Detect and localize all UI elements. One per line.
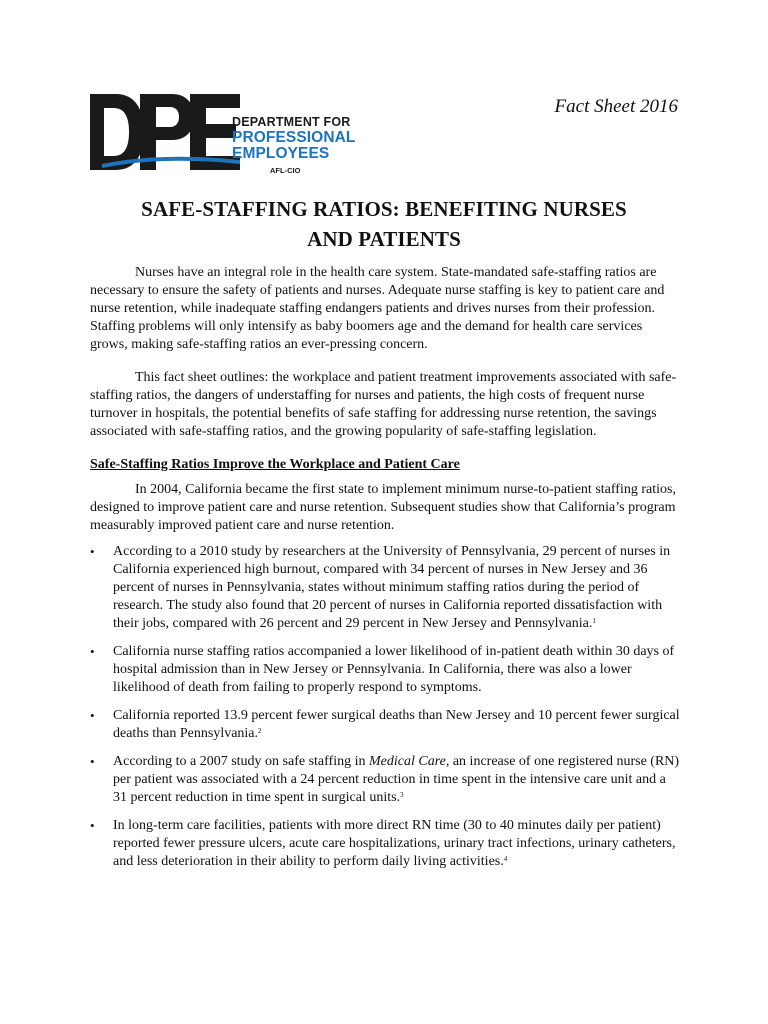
bullet-icon: •: [90, 644, 95, 659]
section-lead-paragraph: In 2004, California became the first state to implement minimum nurse-to-patient staffing ratios, designed to improve patient care and nurse retention. Subsequent studies show that California’s program measurably improved patient care and nurse retention.: [90, 482, 676, 533]
logo-wordmark: [232, 114, 356, 162]
bullet-icon: •: [90, 708, 95, 723]
logo-affiliation: AFL-CIO: [270, 166, 301, 175]
footnote-ref: 2: [258, 727, 262, 735]
findings-list: [90, 543, 680, 871]
footnote-ref: 3: [400, 791, 404, 799]
logo-line-department: DEPARTMENT FOR: [232, 115, 351, 129]
bullet-icon: •: [90, 544, 95, 559]
list-item: [90, 753, 680, 807]
journal-title: Medical Care: [368, 754, 446, 769]
list-item: [90, 543, 680, 633]
list-item-text: In long-term care facilities, patients with more direct RN time (30 to 40 minutes daily per patient) reported fewer pressure ulcers, acute care hospitalizations, urinary tract infections, urinary catheters, and less deterioration in their ability to perform daily living activities.: [113, 818, 676, 869]
list-item-text-after: , an increase of one registered nurse (RN) per patient was associated with a 24 percent reduction in time spent in the intensive care unit and a 31 percent reduction in time spent in surgical units.: [113, 754, 680, 805]
intro-paragraph-2: This fact sheet outlines: the workplace and patient treatment improvements associated with safe-staffing ratios, the dangers of understaffing for nurses and patients, the high costs of frequent nurse turnover in hospitals, the potential benefits of safe staffing for addressing nurse retention, the savings associated with safe-staffing ratios, and the growing popularity of safe-staffing legislation.: [90, 370, 677, 439]
logo-line-professional: PROFESSIONAL: [232, 129, 356, 146]
title-line-2: AND PATIENTS: [307, 227, 461, 251]
footnote-ref: 1: [592, 617, 596, 625]
logo-line-employees: EMPLOYEES: [232, 145, 330, 162]
list-item-text: California nurse staffing ratios accompanied a lower likelihood of in-patient death within 30 days of hospital admission than in New Jersey or Pennsylvania. In California, there was also a lower likelihood of death from failing to properly respond to symptoms.: [113, 644, 675, 695]
document-title: [90, 194, 678, 254]
title-line-1: SAFE-STAFFING RATIOS: BENEFITING NURSES: [141, 197, 627, 221]
intro-paragraph-1: Nurses have an integral role in the health care system. State-mandated safe-staffing ratios are necessary to ensure the safety of patients and nurses. Adequate nurse staffing is key to patient care and nurse retention, while inadequate staffing endangers patients and drives nurses from their profession. Staffing problems will only intensify as baby boomers age and the demand for health care services grows, making safe-staffing ratios an ever-pressing concern.: [90, 265, 665, 352]
bullet-icon: •: [90, 754, 95, 769]
list-item-text: California reported 13.9 percent fewer surgical deaths than New Jersey and 10 percent fewer surgical deaths than Pennsylvania.: [113, 708, 680, 741]
list-item-text-before: According to a 2007 study on safe staffing in: [113, 754, 369, 769]
document-body: [90, 264, 680, 881]
dpe-logo: [90, 90, 360, 174]
fact-sheet-label: Fact Sheet 2016: [554, 96, 678, 117]
list-item: [90, 643, 680, 697]
list-item-text: According to a 2010 study by researchers at the University of Pennsylvania, 29 percent of nurses in California experienced high burnout, compared with 34 percent of nurses in New Jersey and 36 percent of nurses in Pennsylvania, states without minimum staffing ratios during the period of research. The study also found that 20 percent of nurses in California reported dissatisfaction with their jobs, compared with 26 percent and 29 percent in New Jersey and Pennsylvania.: [113, 544, 671, 631]
footnote-ref: 4: [503, 855, 508, 863]
bullet-icon: •: [90, 818, 95, 833]
list-item: [90, 817, 680, 871]
list-item: [90, 707, 680, 743]
section-heading: Safe-Staffing Ratios Improve the Workplace and Patient Care: [90, 457, 460, 472]
dpe-logo-mark: [90, 94, 240, 170]
